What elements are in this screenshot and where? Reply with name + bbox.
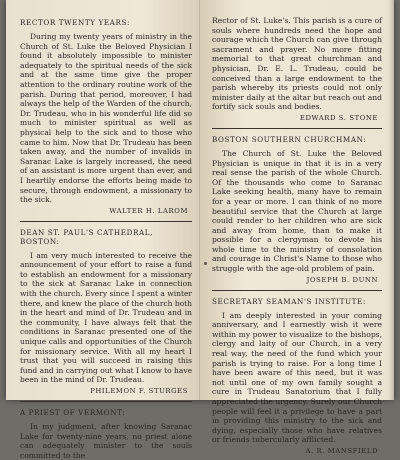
testimonial-signature: WALTER H. LAROM (109, 206, 188, 215)
section-heading: SECRETARY SEAMAN'S INSTITUTE: (212, 296, 366, 306)
testimonial-text: In my judgment, after knowing Saranac Lake for twenty-nine years, no priest alone can adequately minister to the souls committed to the (20, 422, 192, 460)
testimonial-continued (212, 16, 382, 122)
section-heading: DEAN ST. PAUL'S CATHEDRAL, BOSTON: (20, 227, 154, 246)
testimonial-churchman (212, 135, 382, 284)
testimonial-signature: JOSEPH B. DUNN (306, 275, 378, 284)
right-page (200, 0, 394, 455)
testimonial-dean (20, 228, 192, 395)
testimonial-vermont (20, 408, 192, 460)
staple-hole (204, 262, 207, 265)
testimonial-text: During my twenty years of ministry in the Church of St. Luke the Beloved Physician I found it absolutely impossible to minister adequately to the spiritual needs of the sick and at the same time give the proper attention to the ordinary routine work of the parish. During that period, moreover, I had always the help of the Warden of the church, Dr. Trudeau, who in his wonderful life did so much to minister spiritual as well as physical help to the sick and to those who came to him. Now that Dr. Trudeau has been taken away, and the number of invalids in Saranac Lake is largely increased, the need of an assistant is more urgent than ever, and I heartily endorse the efforts being made to secure, through endowment, a missionary to the sick. (20, 32, 192, 205)
testimonial-signature: EDWARD S. STONE (299, 113, 378, 122)
testimonial-text: I am very much interested to receive the announcement of your effort to raise a fund to establish an endowment for a missionary to the sick at Saranac Lake in connection with the church. Every since I spent a winter there, and knew the place of the church both in the heart and mind of Dr. Trudeau and in the community, I have always felt that the conditions in Saranac presented one of the unique calls and opportunities of the Church for missionary service. With all my heart I trust that you will succeed in raising this fund and in carrying out what I know to have been in the mind of Dr. Trudeau. (20, 250, 193, 385)
booklet-spread (6, 0, 394, 460)
left-page (6, 0, 200, 460)
testimonial-text: The Church of St. Luke the Beloved Physician is unique in that it is in a very real sense the parish of the whole Church. Of the thousands who come to Saranac Lake seeking health, many have to remain for a year or more. I can think of no more beautiful service that the Church at large could render to her children who are sick and away from home, than to make it possible for a clergyman to devote his whole time to the ministry of consolation and courage in Christ's Name to those who struggle with the age-old problem of pain. (212, 148, 382, 274)
testimonial-seaman (212, 297, 382, 455)
section-divider (212, 290, 382, 291)
section-divider (20, 221, 192, 222)
testimonial-rector (20, 18, 192, 215)
testimonial-text: I am deeply interested in your coming anniversary, and I earnestly wish it were within my power to visualize to the bishops, clergy and laity of our Church, in a very real way, the need of the fund which your parish is trying to raise. For a long time I have been aware of this need, but it was not until one of my own family sought a cure in Trudeau Sanatorium that I fully appreciated the urgency. Surely our Church people will feel it a privilege to have a part in providing this ministry to the sick and dying, especially those who have relatives or friends tubercularly afflicted. (212, 310, 382, 445)
testimonial-text: Rector of St. Luke's. This parish is a cure of souls where hundreds need the hope and courage which the Church can give through sacrament and prayer. No more fitting memorial to that great churchman and physician, Dr. E. L. Trudeau, could be conceived than a large endowment to the parish whereby its priests could not only minister daily at the altar but reach out and fortify sick souls and bodies. (212, 16, 383, 112)
testimonial-signature: A. R. MANSFIELD (305, 446, 378, 455)
section-heading: RECTOR TWENTY YEARS: (20, 18, 131, 27)
section-heading: BOSTON SOUTHERN CHURCHMAN: (212, 134, 367, 144)
testimonial-signature: PHILEMON F. STURGES (90, 387, 188, 395)
section-divider (20, 401, 192, 402)
section-heading: A PRIEST OF VERMONT: (20, 408, 126, 417)
section-divider (212, 128, 382, 129)
page-edge-shadow (388, 0, 394, 400)
